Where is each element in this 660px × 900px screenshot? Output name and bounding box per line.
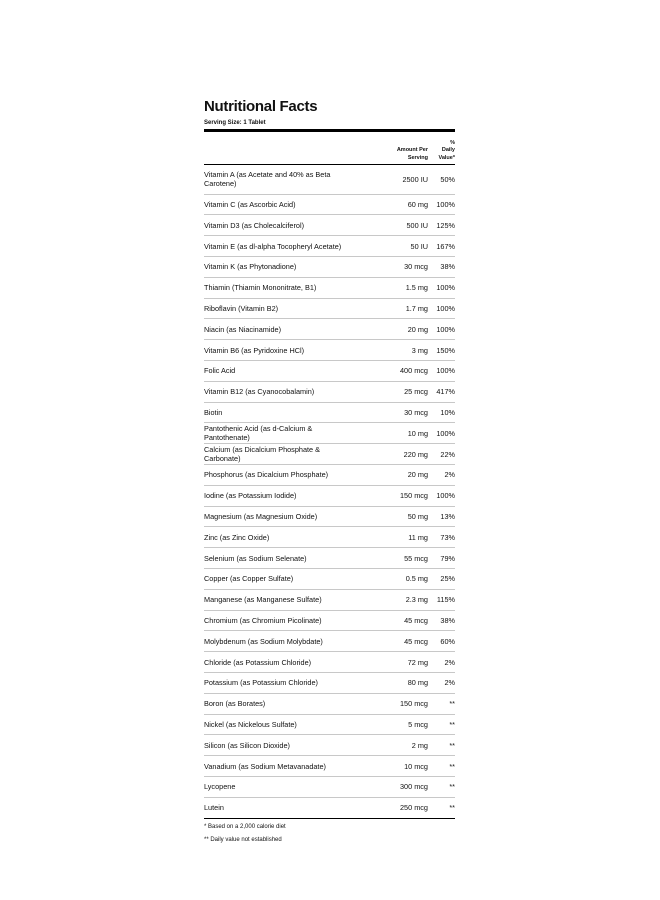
nutrient-name: Copper (as Copper Sulfate) <box>204 574 294 584</box>
table-row <box>204 715 455 736</box>
table-row <box>204 652 455 673</box>
nutrient-daily-value: 22% <box>440 449 455 459</box>
nutrient-amount: 55 mcg <box>404 553 428 563</box>
nutrient-name: Lutein <box>204 803 224 813</box>
nutrient-name: Niacin (as Niacinamide) <box>204 324 282 334</box>
footnote-daily-value: ** Daily value not established <box>204 836 282 843</box>
bottom-divider <box>204 818 455 819</box>
nutrient-table <box>204 165 455 819</box>
nutrient-name: Chromium (as Chromium Picolinate) <box>204 615 322 625</box>
nutrient-name: Vanadium (as Sodium Metavanadate) <box>204 761 326 771</box>
nutrient-name: Vitamin B6 (as Pyridoxine HCl) <box>204 345 305 355</box>
nutrient-daily-value: 10% <box>440 407 455 417</box>
table-row <box>204 165 455 195</box>
nutrient-name: Vitamin D3 (as Cholecalciferol) <box>204 220 305 230</box>
table-row <box>204 590 455 611</box>
nutrient-daily-value: 100% <box>436 199 455 209</box>
nutrient-name: Magnesium (as Magnesium Oxide) <box>204 511 318 521</box>
nutrient-daily-value: 115% <box>436 595 455 605</box>
table-row <box>204 278 455 299</box>
nutrient-name: Zinc (as Zinc Oxide) <box>204 532 270 542</box>
nutrient-amount: 10 mcg <box>404 761 428 771</box>
nutrition-facts-panel <box>204 98 455 844</box>
table-row <box>204 673 455 694</box>
nutrient-daily-value: ** <box>449 782 455 792</box>
nutrient-name: Vitamin B12 (as Cyanocobalamin) <box>204 387 315 397</box>
table-row <box>204 756 455 777</box>
nutrient-name: Vitamin A (as Acetate and 40% as Beta Carotene) <box>204 170 331 189</box>
nutrient-name: Folic Acid <box>204 366 236 376</box>
table-row <box>204 299 455 320</box>
nutrient-amount: 20 mg <box>407 324 428 334</box>
nutrient-amount: 30 mcg <box>404 407 428 417</box>
nutrient-amount: 1.5 mg <box>405 283 428 293</box>
table-row <box>204 507 455 528</box>
nutrient-amount: 45 mcg <box>404 615 428 625</box>
table-header <box>204 132 455 165</box>
nutrient-amount: 10 mg <box>407 428 428 438</box>
nutrient-amount: 300 mcg <box>400 782 428 792</box>
nutrient-name: Iodine (as Potassium Iodide) <box>204 491 297 501</box>
header-amount-line2: Serving <box>407 155 428 161</box>
nutrient-amount: 60 mg <box>407 199 428 209</box>
nutrient-name: Biotin <box>204 407 223 417</box>
nutrient-amount: 30 mcg <box>404 262 428 272</box>
nutrient-daily-value: 73% <box>440 532 455 542</box>
nutrient-daily-value: 100% <box>436 283 455 293</box>
nutrient-daily-value: 13% <box>440 511 455 521</box>
nutrient-amount: 11 mg <box>408 532 428 542</box>
nutrient-amount: 0.5 mg <box>405 574 428 584</box>
nutrient-name: Molybdenum (as Sodium Molybdate) <box>204 636 323 646</box>
nutrient-daily-value: 2% <box>444 678 455 688</box>
nutrient-daily-value: 79% <box>440 553 455 563</box>
nutrient-amount: 20 mg <box>407 470 428 480</box>
nutrient-daily-value: 100% <box>436 303 455 313</box>
table-row <box>204 195 455 216</box>
nutrient-amount: 150 mcg <box>400 699 428 709</box>
nutrient-amount: 25 mcg <box>404 387 428 397</box>
table-row <box>204 798 455 819</box>
nutrient-amount: 500 IU <box>406 220 428 230</box>
nutrient-amount: 250 mcg <box>400 803 428 813</box>
nutrient-amount: 50 mg <box>407 511 428 521</box>
table-row <box>204 569 455 590</box>
nutrient-name: Potassium (as Potassium Chloride) <box>204 678 318 688</box>
nutrient-daily-value: 125% <box>436 220 455 230</box>
footnote-calorie: * Based on a 2,000 calorie diet <box>204 823 286 830</box>
table-row <box>204 735 455 756</box>
table-row <box>204 548 455 569</box>
nutrient-amount: 2 mg <box>411 740 428 750</box>
nutrient-daily-value: 50% <box>440 174 455 184</box>
header-dv-line2: Daily <box>441 147 455 153</box>
table-row <box>204 382 455 403</box>
nutrient-name: Lycopene <box>204 782 236 792</box>
page-title: Nutritional Facts <box>204 98 318 115</box>
nutrient-name: Chloride (as Potassium Chloride) <box>204 657 312 667</box>
header-amount-per-serving <box>360 146 431 162</box>
nutrient-daily-value: 417% <box>436 387 455 397</box>
nutrient-daily-value: ** <box>449 699 455 709</box>
nutrient-daily-value: ** <box>449 761 455 771</box>
nutrient-daily-value: 2% <box>444 657 455 667</box>
nutrient-daily-value: 167% <box>436 241 455 251</box>
nutrient-amount: 220 mg <box>403 449 428 459</box>
nutrient-daily-value: 38% <box>440 262 455 272</box>
table-row <box>204 444 455 465</box>
table-row <box>204 361 455 382</box>
nutrient-name: Thiamin (Thiamin Mononitrate, B1) <box>204 283 317 293</box>
nutrient-daily-value: 100% <box>436 366 455 376</box>
header-dv-line3: Value* <box>438 154 455 161</box>
nutrient-name: Vitamin K (as Phytonadione) <box>204 262 297 272</box>
table-row <box>204 631 455 652</box>
table-row <box>204 465 455 486</box>
nutrient-amount: 2.3 mg <box>405 595 428 605</box>
table-row <box>204 319 455 340</box>
nutrient-name: Calcium (as Dicalcium Phosphate & Carbonate) <box>204 445 320 464</box>
nutrient-name: Boron (as Borates) <box>204 699 266 709</box>
table-row <box>204 236 455 257</box>
nutrient-daily-value: 150% <box>436 345 455 355</box>
nutrient-daily-value: 60% <box>440 636 455 646</box>
header-amount-line1: Amount Per <box>396 147 428 153</box>
nutrient-amount: 72 mg <box>407 657 428 667</box>
table-row <box>204 257 455 278</box>
serving-size: Serving Size: 1 Tablet <box>204 120 266 126</box>
table-row <box>204 403 455 424</box>
nutrient-daily-value: ** <box>449 803 455 813</box>
table-row <box>204 694 455 715</box>
nutrient-amount: 150 mcg <box>400 491 428 501</box>
table-row <box>204 486 455 507</box>
nutrient-name: Silicon (as Silicon Dioxide) <box>204 740 290 750</box>
nutrient-amount: 50 IU <box>410 241 428 251</box>
nutrient-daily-value: 25% <box>440 574 455 584</box>
nutrient-name: Phosphorus (as Dicalcium Phosphate) <box>204 470 329 480</box>
nutrient-daily-value: 100% <box>436 324 455 334</box>
nutrient-amount: 2500 IU <box>402 174 428 184</box>
nutrient-name: Nickel (as Nickelous Sulfate) <box>204 719 297 729</box>
nutrient-name: Pantothenic Acid (as d-Calcium & Pantothenate) <box>204 424 313 443</box>
table-row <box>204 215 455 236</box>
nutrient-amount: 5 mcg <box>408 719 428 729</box>
nutrient-amount: 3 mg <box>411 345 428 355</box>
table-row <box>204 340 455 361</box>
nutrient-name: Selenium (as Sodium Selenate) <box>204 553 307 563</box>
nutrient-daily-value: 100% <box>436 428 455 438</box>
nutrient-amount: 80 mg <box>407 678 428 688</box>
table-row <box>204 777 455 798</box>
header-dv-line1: % <box>450 139 455 146</box>
nutrient-amount: 400 mcg <box>400 366 428 376</box>
table-row <box>204 611 455 632</box>
table-row <box>204 527 455 548</box>
nutrient-daily-value: ** <box>449 740 455 750</box>
nutrient-amount: 1.7 mg <box>405 303 428 313</box>
nutrient-name: Manganese (as Manganese Sulfate) <box>204 595 322 605</box>
nutrient-daily-value: ** <box>449 719 455 729</box>
nutrient-name: Vitamin E (as dl-alpha Tocopheryl Acetate) <box>204 241 342 251</box>
nutrient-name: Vitamin C (as Ascorbic Acid) <box>204 199 296 209</box>
nutrient-name: Riboflavin (Vitamin B2) <box>204 303 279 313</box>
nutrient-daily-value: 100% <box>436 491 455 501</box>
nutrient-daily-value: 38% <box>440 615 455 625</box>
table-row <box>204 423 455 444</box>
header-daily-value <box>431 140 455 163</box>
nutrient-amount: 45 mcg <box>404 636 428 646</box>
nutrient-daily-value: 2% <box>444 470 455 480</box>
